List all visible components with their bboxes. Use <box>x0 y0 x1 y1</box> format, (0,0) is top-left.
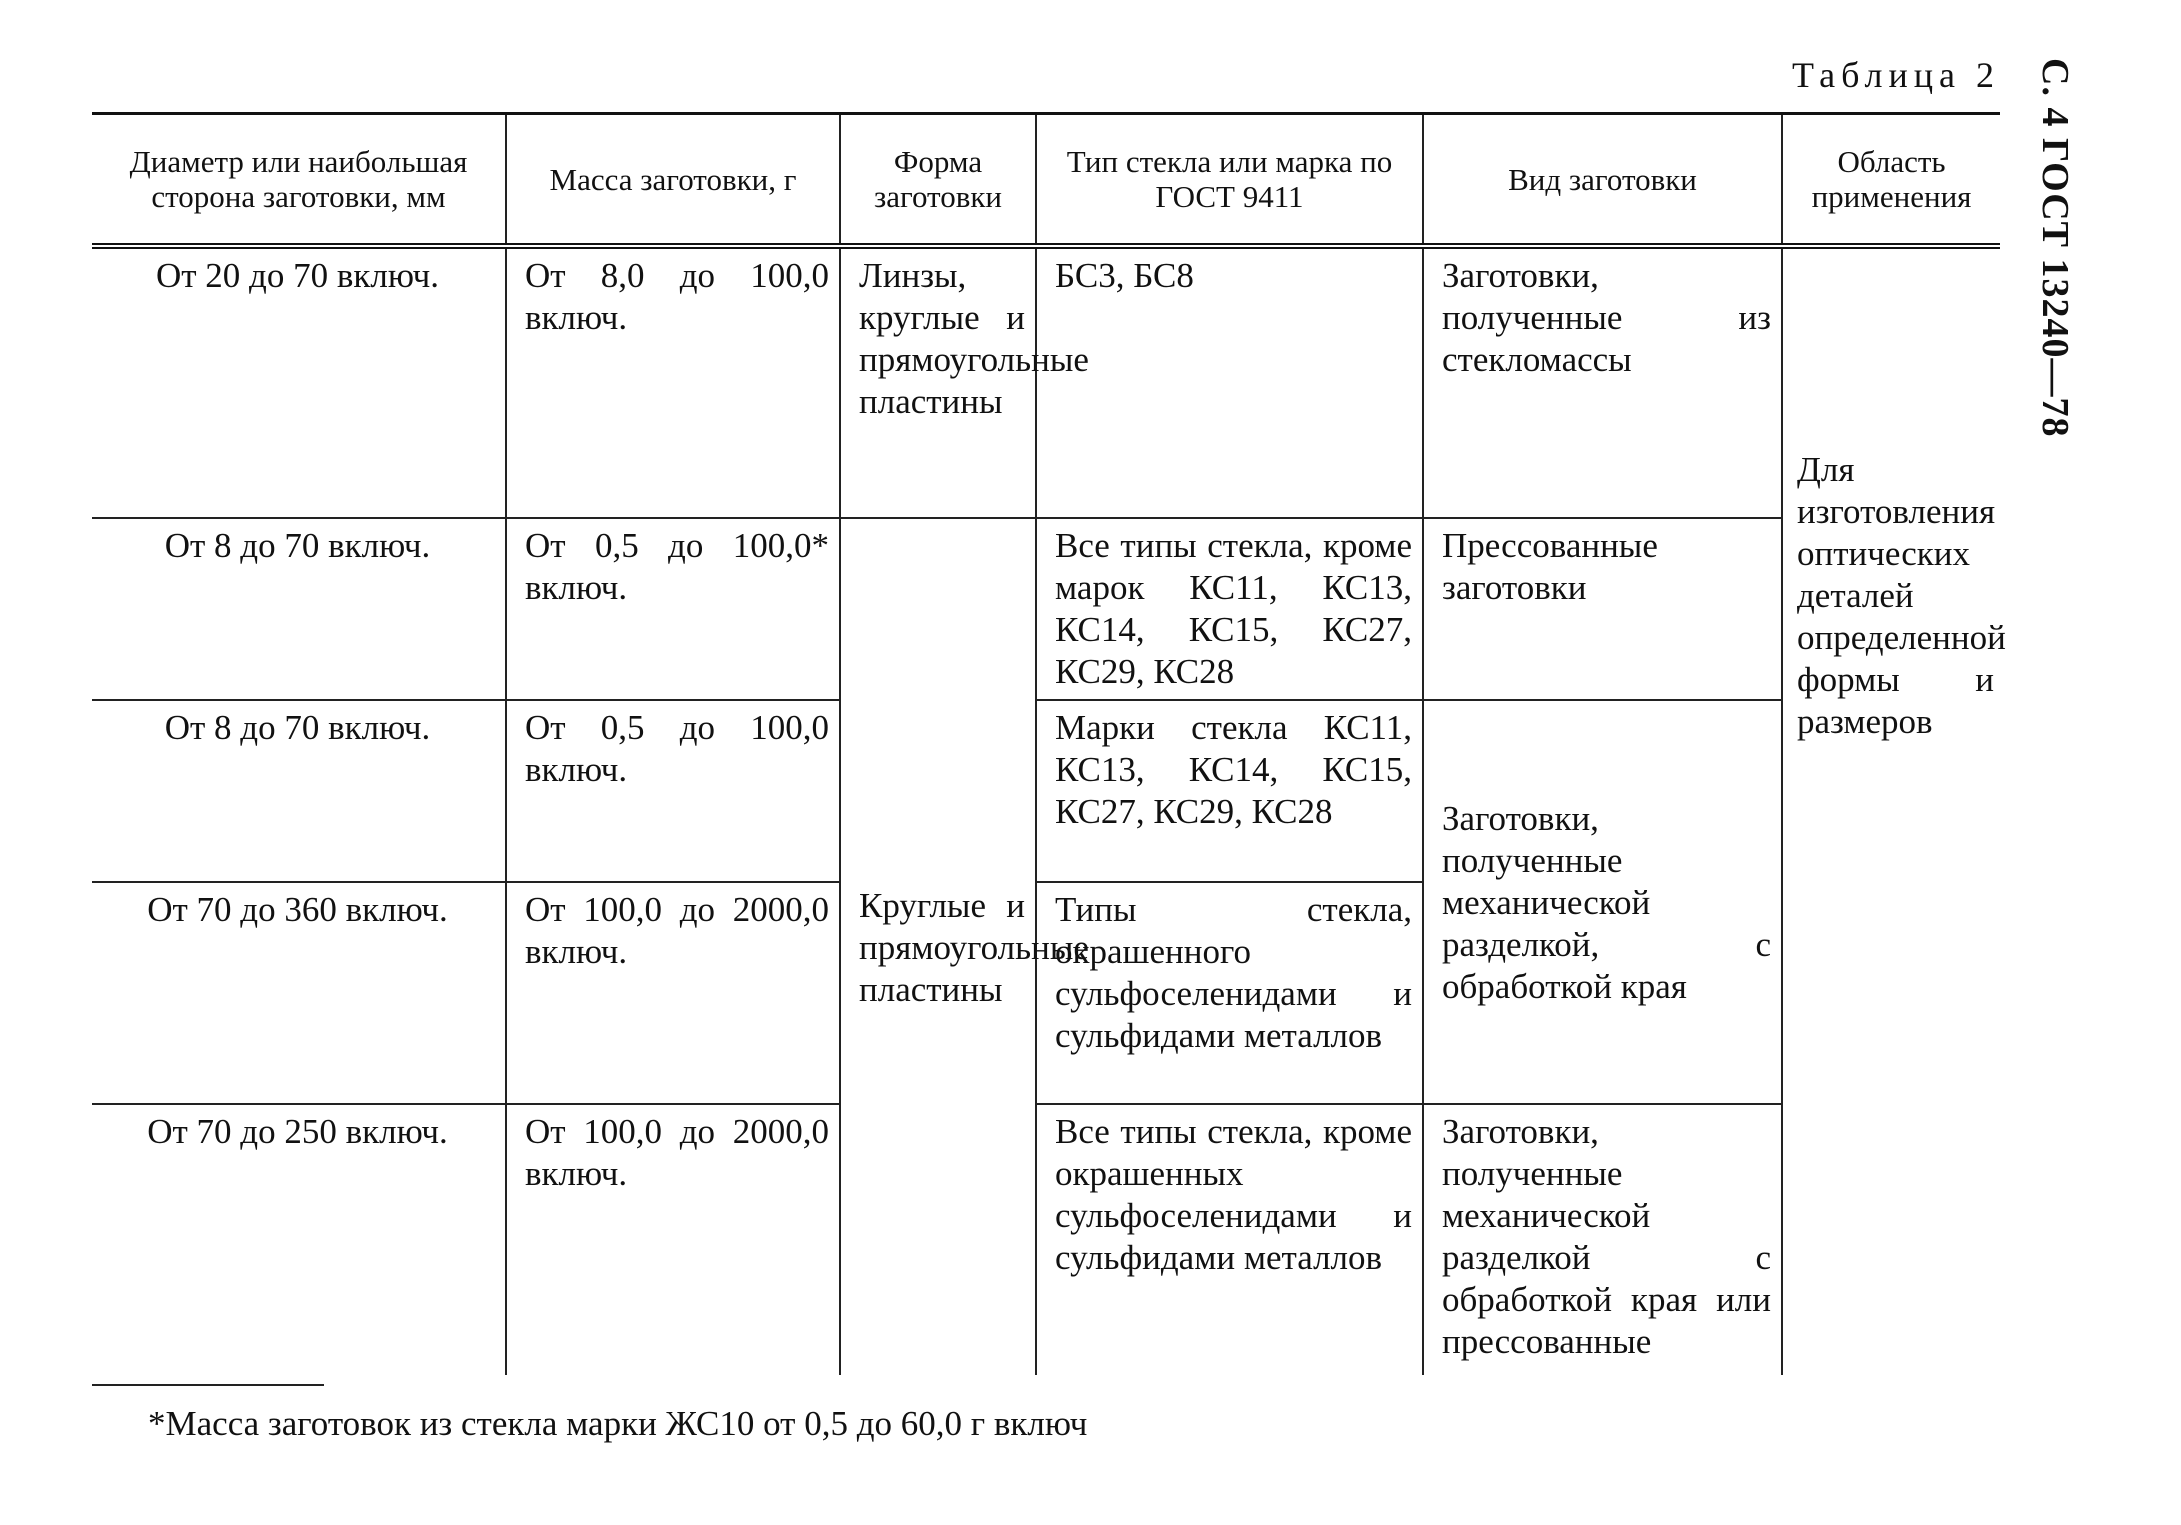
table-row <box>92 1104 2000 1375</box>
running-head <box>2030 58 2080 498</box>
table-container <box>92 112 2006 1375</box>
cell-glass: Все типы стекла, кроме марок КС11, КС13, КС14, КС15, КС27, КС29, КС28 <box>1036 518 1423 700</box>
column-header-area: Область применения <box>1782 114 2000 247</box>
cell-kind: Заготовки, полученные механической разделкой с обработкой края или прессованные <box>1423 1104 1782 1375</box>
footnote: *Масса заготовок из стекла марки ЖС10 от 0,5 до 60,0 г включ <box>148 1404 1088 1443</box>
table-row <box>92 518 2000 700</box>
cell-glass: Марки стекла КС11, КС13, КС14, КС15, КС27, КС29, КС28 <box>1036 700 1423 882</box>
column-header-diameter: Диаметр или наибольшая сторона заготовки, мм <box>92 114 506 247</box>
running-head-text: С. 4 ГОСТ 13240—78 <box>2034 58 2076 438</box>
cell-glass: БС3, БС8 <box>1036 246 1423 518</box>
cell-kind: Прессованные заготовки <box>1423 518 1782 700</box>
column-header-form: Форма заготовки <box>840 114 1036 247</box>
area-text: Для изготовления оптических деталей определенной формы и размеров <box>1797 450 2006 741</box>
cell-form: Линзы, круглые и прямоугольные пластины <box>840 246 1036 518</box>
glass-blanks-table <box>92 112 2006 1375</box>
footnote-divider <box>92 1384 324 1386</box>
table-row <box>92 700 2000 882</box>
column-header-kind: Вид заготовки <box>1423 114 1782 247</box>
table-header-row <box>92 114 2000 247</box>
cell-diameter: От 8 до 70 включ. <box>92 700 506 882</box>
cell-area-merged <box>1782 246 2006 1375</box>
cell-kind-merged: Заготовки, полученные механической разделкой, с обработкой края <box>1423 700 1782 1104</box>
cell-diameter: От 20 до 70 включ. <box>155 256 440 295</box>
cell-diameter: От 8 до 70 включ. <box>92 518 506 700</box>
cell-mass: От 8,0 до 100,0 включ. <box>506 246 840 518</box>
cell-mass: От 100,0 до 2000,0 включ. <box>506 1104 840 1375</box>
column-header-glass: Тип стекла или марка по ГОСТ 9411 <box>1036 114 1423 247</box>
cell-diameter: От 70 до 250 включ. <box>92 1104 506 1375</box>
cell-mass: От 0,5 до 100,0 включ. <box>506 700 840 882</box>
cell-diameter: От 70 до 360 включ. <box>92 882 506 1104</box>
cell-glass: Все типы стекла, кроме окрашенных сульфоселенидами и сульфидами металлов <box>1036 1104 1423 1375</box>
cell-form-merged: Круглые и прямоугольные пластины <box>840 518 1036 1375</box>
cell-glass: Типы стекла, окрашенного сульфоселенидами и сульфидами металлов <box>1036 882 1423 1104</box>
table-row <box>92 246 2000 518</box>
cell-mass: От 0,5 до 100,0* включ. <box>506 518 840 700</box>
cell-mass: От 100,0 до 2000,0 включ. <box>506 882 840 1104</box>
cell-kind: Заготовки, полученные из стекломассы <box>1423 246 1782 518</box>
table-caption: Таблица 2 <box>1792 55 2000 95</box>
column-header-mass: Масса заготовки, г <box>506 114 840 247</box>
